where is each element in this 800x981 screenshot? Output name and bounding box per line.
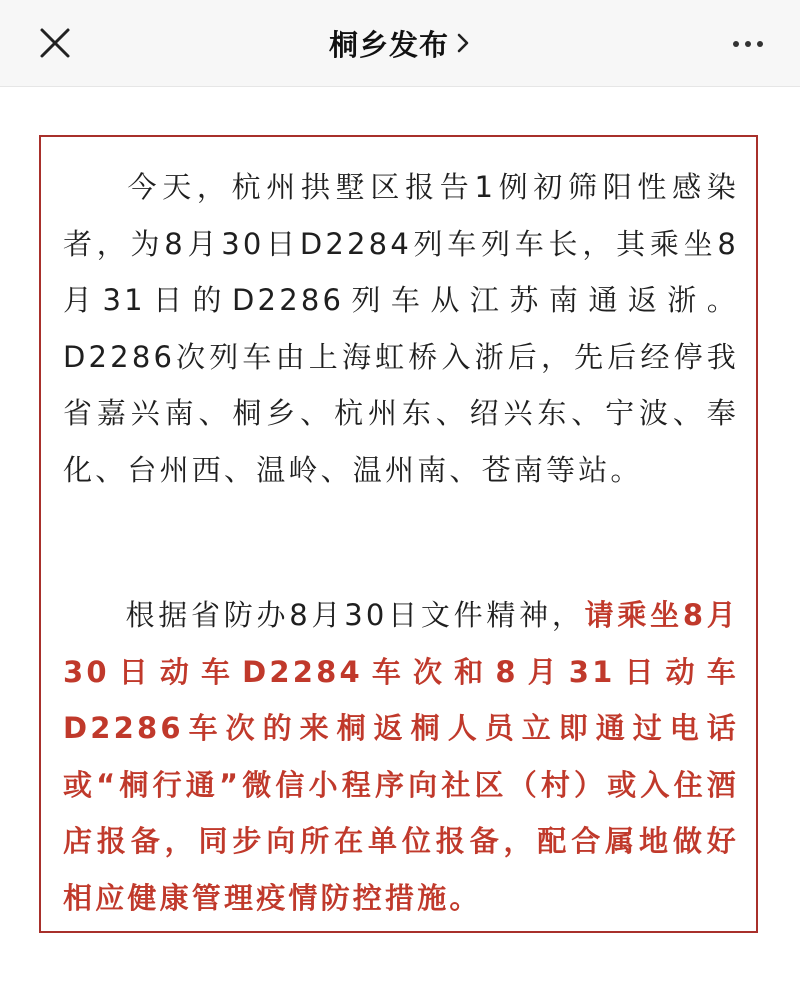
page-title: 桐乡发布 [328,27,449,62]
article-notice-box [39,135,758,933]
more-horizontal-icon-dot [745,41,751,47]
close-button[interactable] [30,20,78,68]
more-options-button[interactable] [726,22,770,66]
article-paragraph-1 [63,159,739,498]
top-navigation-bar [0,0,800,87]
close-icon [30,20,78,68]
more-horizontal-icon-dot [757,41,763,47]
chevron-right-icon [455,31,471,55]
paragraph-2-highlight: 请乘坐8月30日动车D2284车次和8月31日动车D2286车次的来桐返桐人员立即通过电话或“桐行通”微信小程序向社区（村）或入住酒店报备，同步向所在单位报备，配合属地做好相应健康管理疫情防控措施。 [63,598,739,915]
paragraph-1-text: 今天，杭州拱墅区报告1例初筛阳性感染者，为8月30日D2284列车列车长，其乘坐8月31日的D2286列车从江苏南通返浙。D2286次列车由上海虹桥入浙后，先后经停我省嘉兴南、桐乡、杭州东、绍兴东、宁波、奉化、台州西、温岭、温州南、苍南等站。 [63,170,739,487]
paragraph-2-text: 根据省防办8月30日文件精神， [125,598,585,632]
more-horizontal-icon [733,41,739,47]
article-paragraph-2 [63,587,739,926]
account-title-button[interactable] [329,23,471,64]
title-container [0,0,800,86]
